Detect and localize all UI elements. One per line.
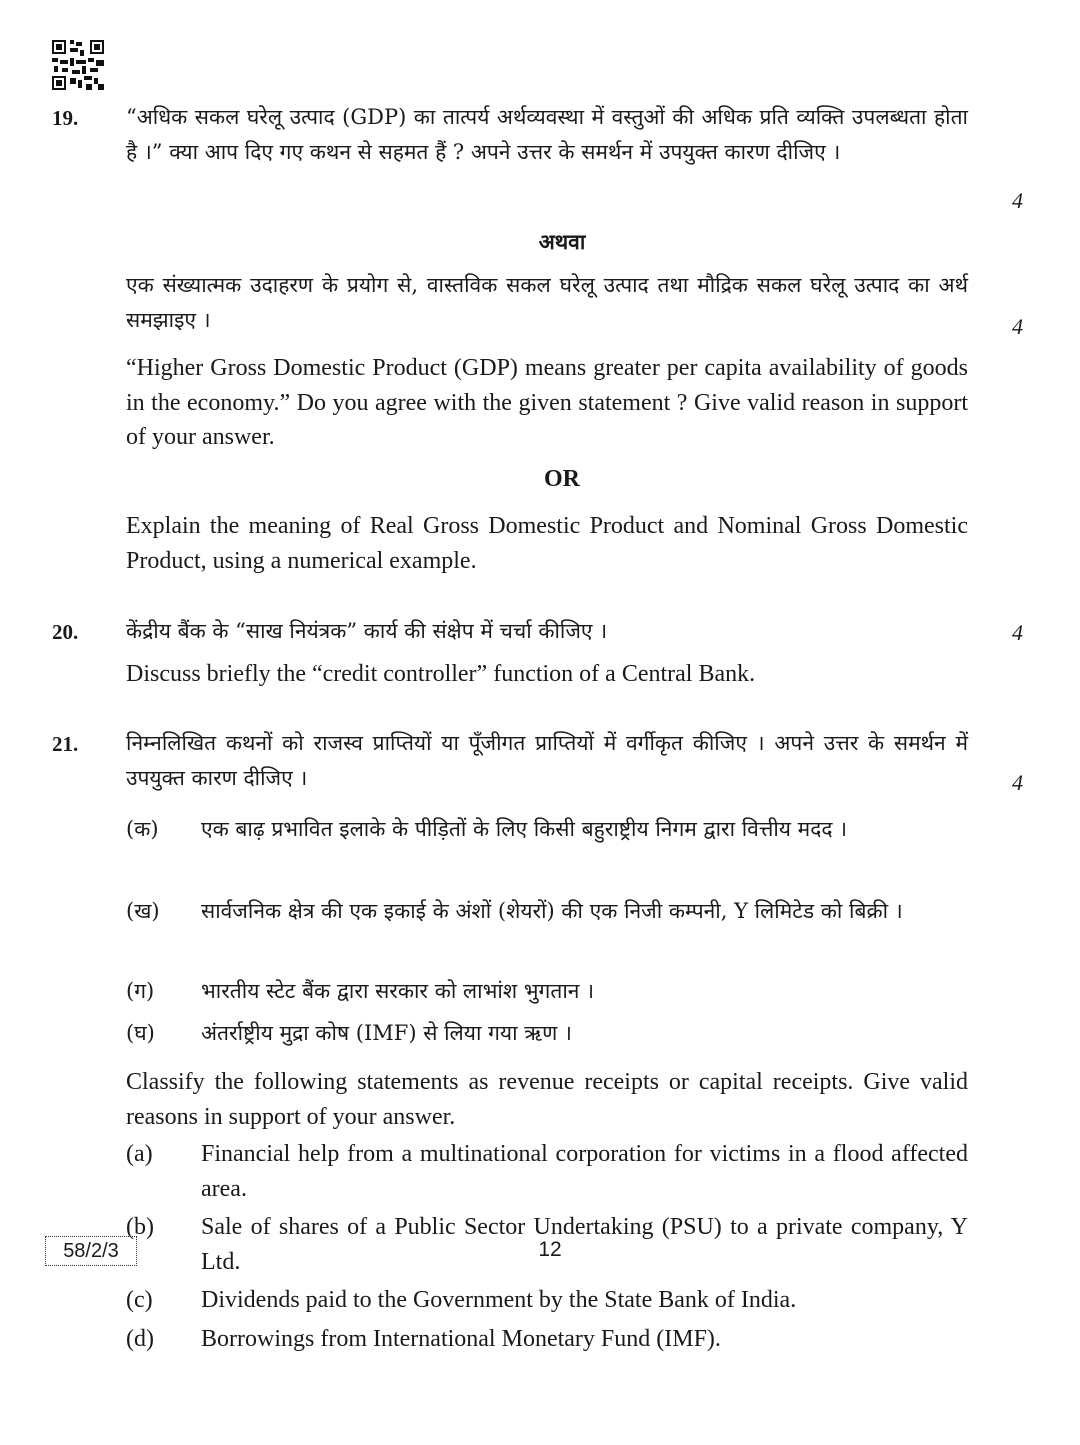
question-number: 21. [52,732,79,756]
item-text: एक बाढ़ प्रभावित इलाके के पीड़ितों के लिए किसी बहुराष्ट्रीय निगम द्वारा वित्तीय मदद । [201,817,848,841]
item-label: (क) [126,817,159,841]
question-number: 19. [52,106,79,130]
item-label: (b) [126,1214,154,1240]
item-label: (a) [126,1141,153,1167]
question-number: 20. [52,620,79,644]
question-text-english: “Higher Gross Domestic Product (GDP) means greater per capita availability of goods in the economy.” Do you agree with the given statement ? Give valid reason in support of your answer. [126,355,968,450]
or-separator-english: OR [544,466,580,492]
item-text: Borrowings from International Monetary Fund (IMF). [201,1326,721,1352]
question-text-hindi: निम्नलिखित कथनों को राजस्व प्राप्तियों या पूँजीगत प्राप्तियों में वर्गीकृत कीजिए । अपने उत्तर के समर्थन में उपयुक्त कारण दीजिए । [126,731,968,790]
item-label: (घ) [126,1021,155,1045]
item-text: Sale of shares of a Public Sector Undertaking (PSU) to a private company, Y Ltd. [201,1214,968,1275]
item-label: (ग) [126,979,155,1003]
question-text-hindi: “अधिक सकल घरेलू उत्पाद (GDP) का तात्पर्य अर्थव्यवस्था में वस्तुओं की अधिक प्रति व्यक्ति उपलब्धता होता है ।” क्या आप दिए गए कथन से सहमत हैं ? अपने उत्तर के समर्थन में उपयुक्त कारण दीजिए । [126,105,968,164]
item-text: सार्वजनिक क्षेत्र की एक इकाई के अंशों (शेयरों) की एक निजी कम्पनी, Y लिमिटेड को बिक्री । [201,899,903,923]
marks: 4 [1012,188,1023,213]
paper-code: 58/2/3 [45,1236,137,1266]
item-label: (d) [126,1326,154,1352]
question-text-hindi: केंद्रीय बैंक के “साख नियंत्रक” कार्य की संक्षेप में चर्चा कीजिए । [126,619,608,643]
question-text-english: Discuss briefly the “credit controller” function of a Central Bank. [126,661,756,687]
item-text: Financial help from a multinational corporation for victims in a flood affected area. [201,1141,968,1202]
marks: 4 [1012,620,1023,645]
page-number: 12 [538,1238,562,1261]
alternative-question-text-hindi: एक संख्यात्मक उदाहरण के प्रयोग से, वास्तविक सकल घरेलू उत्पाद तथा मौद्रिक सकल घरेलू उत्पाद का अर्थ समझाइए । [126,273,968,332]
marks: 4 [1012,314,1023,339]
alternative-question-text-english: Explain the meaning of Real Gross Domestic Product and Nominal Gross Domestic Product, using a numerical example. [126,513,968,574]
item-text: अंतर्राष्ट्रीय मुद्रा कोष (IMF) से लिया गया ऋण । [201,1021,572,1045]
item-text: भारतीय स्टेट बैंक द्वारा सरकार को लाभांश भुगतान । [201,979,595,1003]
or-separator-hindi: अथवा [538,229,586,254]
question-text-english: Classify the following statements as revenue receipts or capital receipts. Give valid reasons in support of your answer. [126,1069,968,1130]
item-label: (c) [126,1287,153,1313]
item-label: (ख) [126,899,160,923]
item-text: Dividends paid to the Government by the State Bank of India. [201,1287,797,1313]
qr-code-icon [52,40,104,90]
marks: 4 [1012,770,1023,795]
